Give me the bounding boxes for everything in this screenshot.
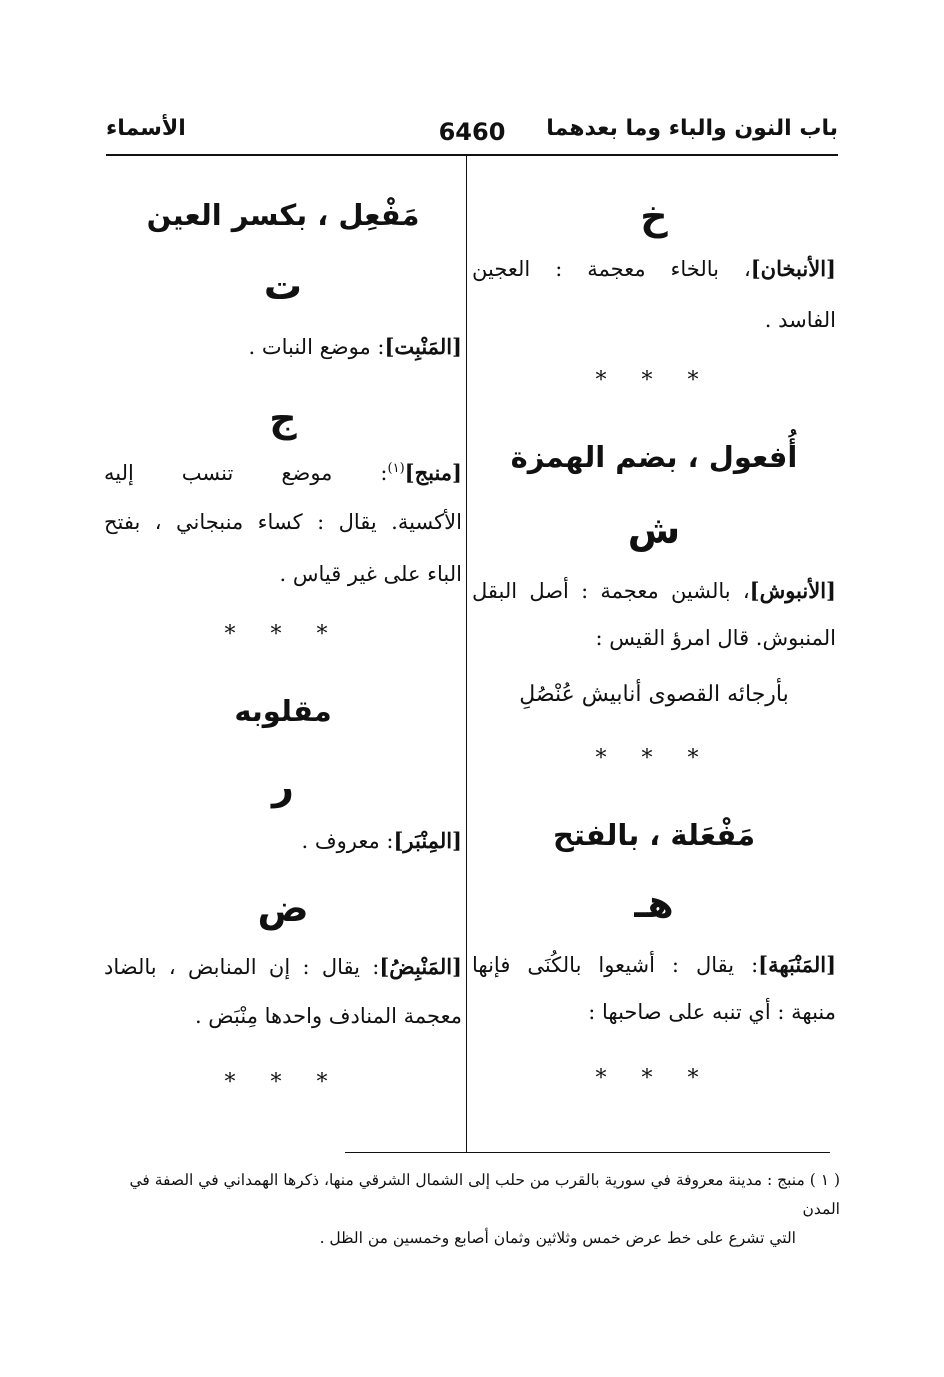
letter-heading-shin: ش xyxy=(627,508,681,552)
entry-term: [المَنْبِضُ] xyxy=(379,954,462,979)
entry-term: [منبج] xyxy=(404,460,462,485)
footnote xyxy=(104,1166,840,1253)
page-number: 6460 xyxy=(438,118,506,146)
entry-term: [الأنبوش] xyxy=(749,578,836,603)
entry-term: [الأنبخان] xyxy=(750,256,836,281)
section-heading-maqlubuh: مقلوبه xyxy=(234,694,332,728)
entry-text: ، بالخاء معجمة : العجين xyxy=(472,257,751,281)
letter-heading-jim: ج xyxy=(269,396,297,440)
entry-anbush-line1 xyxy=(472,578,836,603)
entry-manbaha-line2: منبهة : أي تنبه على صاحبها : xyxy=(588,1000,836,1024)
entry-manbij-line3: الباء على غير قياس . xyxy=(279,562,462,586)
entry-text: ، بالشين معجمة : أصل البقل xyxy=(472,579,750,603)
entry-anbakhan-line2: الفاسد . xyxy=(764,308,836,332)
pattern-heading-ufool: أُفعول ، بضم الهمزة xyxy=(510,440,798,474)
running-head-section: الأسماء xyxy=(106,116,186,141)
footnote-line1: ( ١ ) منبج : مدينة معروفة في سورية بالقرب من حلب إلى الشمال الشرقي منها، ذكرها الهمداني في الصفة في المدن xyxy=(129,1171,840,1218)
footnote-marker: (١) xyxy=(387,461,405,476)
entry-text: : يقال : أشيعوا بالكُنَى فإنها xyxy=(472,953,759,977)
entry-manbid-line1 xyxy=(104,954,462,979)
pattern-heading-mafala: مَفْعَلة ، بالفتح xyxy=(552,818,756,852)
entry-text: : يقال : إن المنابض ، بالضاد xyxy=(104,955,380,979)
footnote-line2: التي تشرع على خط عرض خمس وثلاثين وثمان أصابع وخمسين من الظل . xyxy=(319,1229,796,1247)
entry-manbij-line2: الأكسية. يقال : كساء منبجاني ، بفتح xyxy=(104,510,462,534)
entry-manbid-line2: معجمة المنادف واحدها مِنْبَض . xyxy=(194,1004,462,1028)
section-separator: * * * xyxy=(224,622,342,647)
entry-term: [المِنْبَر] xyxy=(393,828,462,853)
letter-heading-dad: ض xyxy=(257,886,309,930)
entry-text: : معروف . xyxy=(301,829,394,853)
section-separator: * * * xyxy=(595,746,713,771)
letter-heading-ra: ر xyxy=(272,764,294,808)
entry-text: : موضع تنسب إليه xyxy=(104,461,388,485)
header-rule xyxy=(106,154,838,156)
letter-heading-ha: هـ xyxy=(634,882,674,926)
poetry-verse: بأرجائه القصوى أنابيش عُنْصُلِ xyxy=(519,682,789,707)
entry-manbaha-line1 xyxy=(472,952,836,977)
pattern-heading-mafil: مَفْعِل ، بكسر العين xyxy=(146,198,420,232)
letter-heading-ta: ت xyxy=(263,264,303,308)
section-separator: * * * xyxy=(595,1066,713,1091)
entry-anbakhan-line1 xyxy=(472,256,836,281)
section-separator: * * * xyxy=(595,368,713,393)
footnote-rule xyxy=(345,1152,830,1153)
column-divider xyxy=(466,156,467,1152)
letter-heading-kha: خ xyxy=(640,194,668,238)
entry-minbar xyxy=(104,828,462,853)
entry-text: : موضع النبات . xyxy=(248,335,385,359)
entry-term: [المَنْبَهة] xyxy=(758,952,836,977)
entry-manbit xyxy=(104,334,462,359)
entry-term: [المَنْبِت] xyxy=(384,334,462,359)
entry-manbij-line1 xyxy=(104,460,462,485)
section-separator: * * * xyxy=(224,1070,342,1095)
entry-anbush-line2: المنبوش. قال امرؤ القيس : xyxy=(595,626,836,650)
running-head-chapter: باب النون والباء وما بعدهما xyxy=(546,116,838,141)
